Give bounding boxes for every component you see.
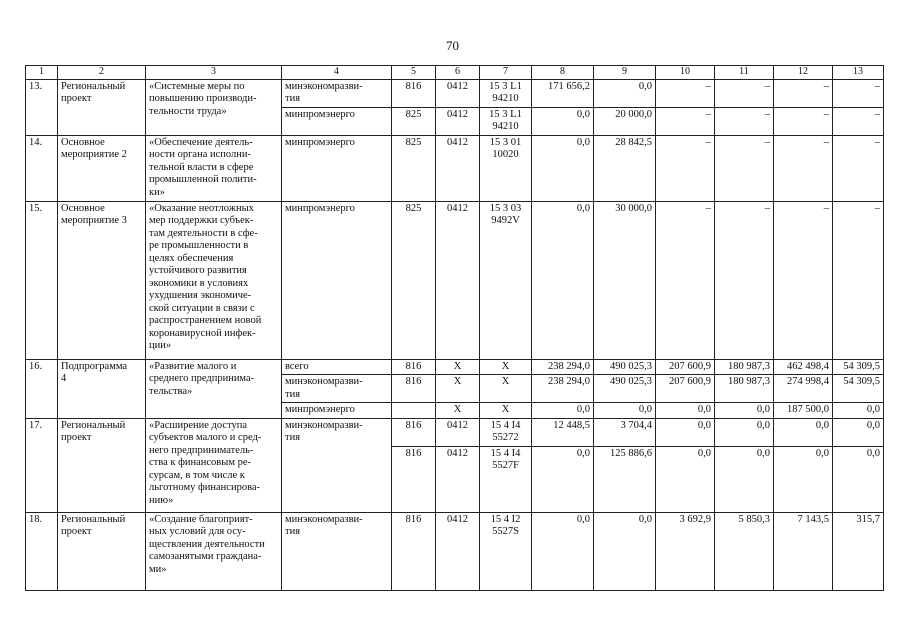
cell: 462 498,4 — [774, 359, 833, 375]
cell: 54 309,5 — [833, 375, 884, 403]
cell: 825 — [392, 135, 436, 201]
cell: – — [656, 79, 715, 107]
cell: 0,0 — [833, 446, 884, 512]
cell: – — [774, 135, 833, 201]
col-header: 1 — [26, 66, 58, 80]
executor: минэкономразви- тия — [282, 79, 392, 107]
cell: 15 3 L1 94210 — [480, 107, 532, 135]
cell: Х — [436, 359, 480, 375]
budget-table — [25, 65, 884, 591]
cell: – — [715, 79, 774, 107]
cell: 825 — [392, 201, 436, 359]
col-header: 12 — [774, 66, 833, 80]
table-row — [26, 359, 884, 375]
col-header: 3 — [146, 66, 282, 80]
cell: 238 294,0 — [532, 359, 594, 375]
cell: – — [774, 107, 833, 135]
col-header: 2 — [58, 66, 146, 80]
row-number: 14. — [26, 135, 58, 201]
cell: 0412 — [436, 79, 480, 107]
cell: 207 600,9 — [656, 375, 715, 403]
cell: – — [833, 79, 884, 107]
cell: 0,0 — [532, 201, 594, 359]
col-header: 10 — [656, 66, 715, 80]
row-number: 17. — [26, 418, 58, 512]
cell: 15 3 L1 94210 — [480, 79, 532, 107]
cell: 0,0 — [833, 403, 884, 419]
cell: Х — [480, 359, 532, 375]
row-type: Региональный проект — [58, 418, 146, 512]
cell: 816 — [392, 512, 436, 590]
row-type: Подпрограмма 4 — [58, 359, 146, 418]
cell: 0,0 — [594, 403, 656, 419]
executor: минпромэнерго — [282, 201, 392, 359]
row-name: «Системные меры по повышению производи- тельности труда» — [146, 79, 282, 135]
cell: 490 025,3 — [594, 375, 656, 403]
cell: 238 294,0 — [532, 375, 594, 403]
cell: – — [833, 107, 884, 135]
cell: – — [774, 201, 833, 359]
cell: 12 448,5 — [532, 418, 594, 446]
cell: 125 886,6 — [594, 446, 656, 512]
cell: 15 4 I4 5527F — [480, 446, 532, 512]
row-number: 16. — [26, 359, 58, 418]
executor: минпромэнерго — [282, 403, 392, 419]
cell: 15 4 I4 55272 — [480, 418, 532, 446]
row-type: Основное мероприятие 2 — [58, 135, 146, 201]
cell: – — [833, 135, 884, 201]
cell: 207 600,9 — [656, 359, 715, 375]
cell: 30 000,0 — [594, 201, 656, 359]
page-number: 70 — [446, 38, 459, 53]
cell: – — [715, 107, 774, 135]
table-row — [26, 512, 884, 590]
cell: 187 500,0 — [774, 403, 833, 419]
row-name: «Расширение доступа субъектов малого и сред- него предприниматель- ства к финансовым ре- сурсам, в том числе к льготному финансирова- нию» — [146, 418, 282, 512]
executor: минпромэнерго — [282, 135, 392, 201]
cell: 0,0 — [532, 135, 594, 201]
cell: – — [774, 79, 833, 107]
cell: 816 — [392, 446, 436, 512]
cell — [392, 403, 436, 419]
table-row — [26, 79, 884, 107]
executor: минэкономразви- тия — [282, 512, 392, 590]
executor: всего — [282, 359, 392, 375]
col-header: 5 — [392, 66, 436, 80]
cell: 0,0 — [532, 403, 594, 419]
cell: 20 000,0 — [594, 107, 656, 135]
cell: 171 656,2 — [532, 79, 594, 107]
cell: 0,0 — [715, 446, 774, 512]
cell: 0,0 — [532, 512, 594, 590]
cell: 825 — [392, 107, 436, 135]
cell: 0412 — [436, 201, 480, 359]
cell: 28 842,5 — [594, 135, 656, 201]
col-header: 6 — [436, 66, 480, 80]
cell: 0,0 — [594, 512, 656, 590]
cell: 0,0 — [656, 418, 715, 446]
row-number: 13. — [26, 79, 58, 135]
row-name: «Обеспечение деятель- ности органа исполни- тельной власти в сфере промышленной полити- ки» — [146, 135, 282, 201]
cell: 7 143,5 — [774, 512, 833, 590]
cell: – — [656, 135, 715, 201]
cell: 3 704,4 — [594, 418, 656, 446]
cell: 0412 — [436, 135, 480, 201]
cell: 0,0 — [532, 107, 594, 135]
row-name: «Развитие малого и среднего предпринима- тельства» — [146, 359, 282, 418]
cell: Х — [436, 375, 480, 403]
col-header: 13 — [833, 66, 884, 80]
cell: 15 3 03 9492V — [480, 201, 532, 359]
executor: минэкономразви- тия — [282, 375, 392, 403]
cell: 5 850,3 — [715, 512, 774, 590]
col-header: 9 — [594, 66, 656, 80]
cell: 816 — [392, 375, 436, 403]
cell: 0,0 — [656, 446, 715, 512]
row-type: Основное мероприятие 3 — [58, 201, 146, 359]
table-row — [26, 418, 884, 446]
row-name: «Создание благоприят- ных условий для осу- ществления деятельности самозанятыми граждана- ми» — [146, 512, 282, 590]
cell: 0,0 — [532, 446, 594, 512]
cell: 54 309,5 — [833, 359, 884, 375]
executor: минпромэнерго — [282, 107, 392, 135]
cell: 0412 — [436, 512, 480, 590]
cell: 0,0 — [774, 418, 833, 446]
cell: 490 025,3 — [594, 359, 656, 375]
cell: 0,0 — [833, 418, 884, 446]
cell: 816 — [392, 79, 436, 107]
cell: 816 — [392, 418, 436, 446]
executor: минэкономразви- тия — [282, 418, 392, 512]
row-number: 18. — [26, 512, 58, 590]
cell: 0,0 — [656, 403, 715, 419]
cell: 15 4 I2 5527S — [480, 512, 532, 590]
cell: 180 987,3 — [715, 359, 774, 375]
row-type: Региональный проект — [58, 79, 146, 135]
cell: 315,7 — [833, 512, 884, 590]
cell: Х — [480, 375, 532, 403]
col-header: 7 — [480, 66, 532, 80]
col-header: 8 — [532, 66, 594, 80]
column-header-row — [26, 66, 884, 80]
table-row — [26, 201, 884, 359]
cell: 0412 — [436, 107, 480, 135]
cell: 0412 — [436, 446, 480, 512]
cell: – — [715, 201, 774, 359]
cell: 0,0 — [774, 446, 833, 512]
cell: 0412 — [436, 418, 480, 446]
cell: – — [715, 135, 774, 201]
col-header: 4 — [282, 66, 392, 80]
cell: 15 3 01 10020 — [480, 135, 532, 201]
cell: 0,0 — [715, 418, 774, 446]
row-type: Региональный проект — [58, 512, 146, 590]
cell: 274 998,4 — [774, 375, 833, 403]
col-header: 11 — [715, 66, 774, 80]
cell: 0,0 — [594, 79, 656, 107]
cell: 3 692,9 — [656, 512, 715, 590]
cell: Х — [480, 403, 532, 419]
cell: 0,0 — [715, 403, 774, 419]
cell: – — [833, 201, 884, 359]
cell: 180 987,3 — [715, 375, 774, 403]
row-number: 15. — [26, 201, 58, 359]
cell: – — [656, 107, 715, 135]
row-name: «Оказание неотложных мер поддержки субъек- там деятельности в сфе- ре промышленности в целях обеспечения устойчивого развития экономики в условиях ухудшения экономиче- ской ситуации в связи с распространением новой коронавирусной инфек- ции» — [146, 201, 282, 359]
cell: Х — [436, 403, 480, 419]
cell: – — [656, 201, 715, 359]
cell: 816 — [392, 359, 436, 375]
table-row — [26, 135, 884, 201]
